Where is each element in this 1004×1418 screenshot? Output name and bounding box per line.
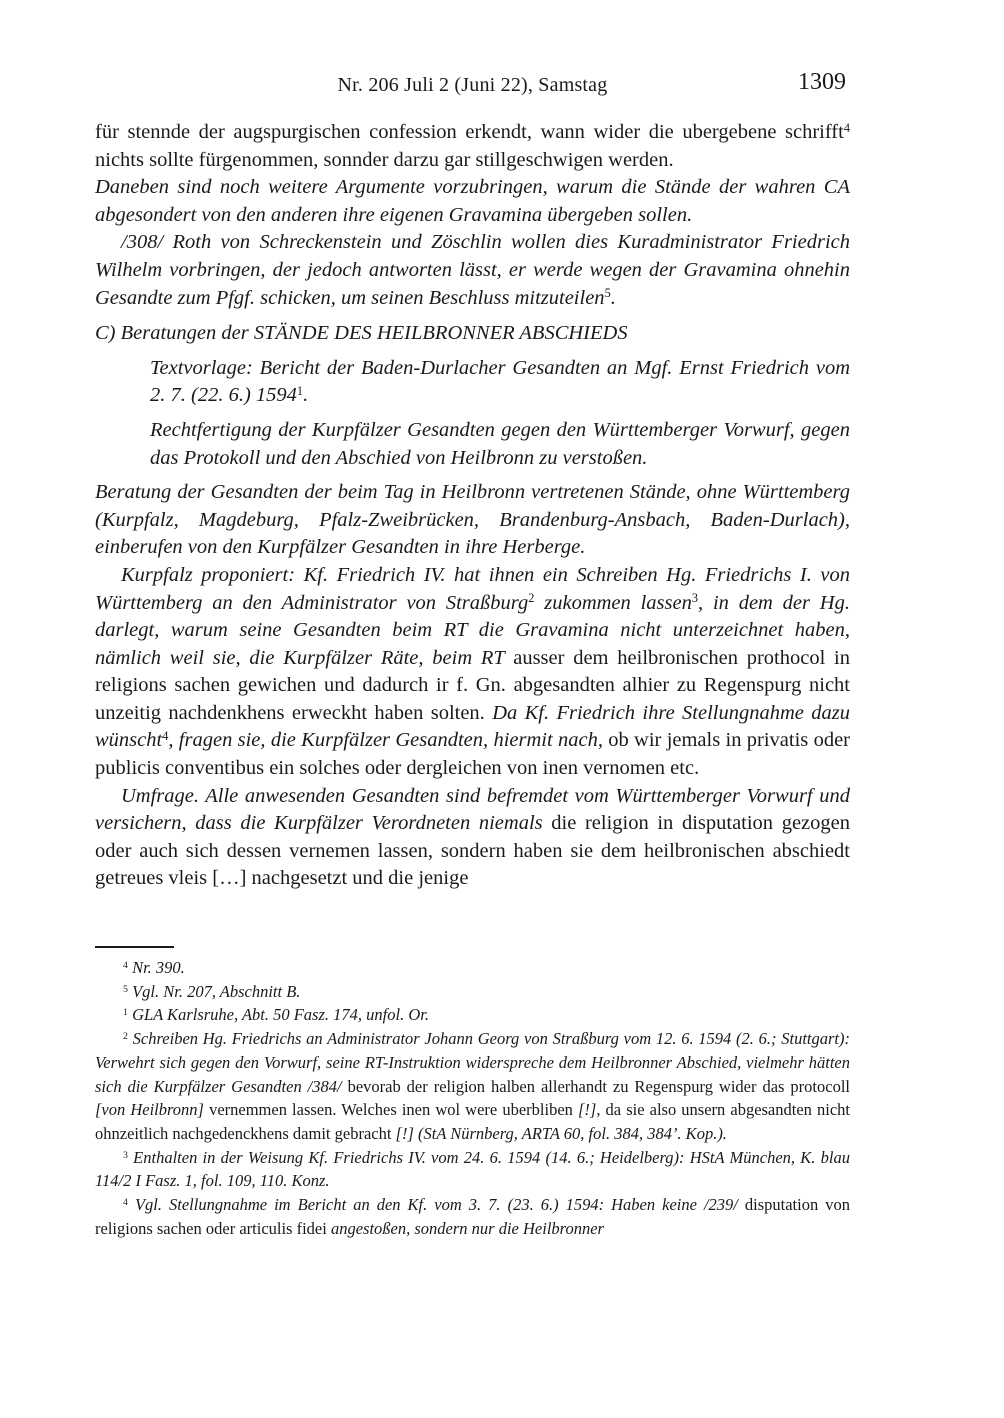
footnote-item: $^1$ GLA Karlsruhe, Abt. 50 Fasz. 174, unfol. Or. <box>123 1005 429 1025</box>
footnote-item: $^4$ Nr. 390. <box>123 958 185 977</box>
paragraph-beratung: Beratung der Gesandten der beim Tag in Heilbronn vertretenen Stände, ohne Württemberg (Kurpfalz, Magdeburg, Pfalz-Zweibrücken, Brandenburg-Ansbach, Baden-Durlach), einberufen von den Kurpfälzer Gesandten in ihre Herberge. <box>95 481 850 559</box>
paragraph-kurpfalz-proponiert: Kurpfalz proponiert: Kf. Friedrich IV. hat ihnen ein Schreiben Hg. Friedrichs I. von Württemberg an den Administrator von Straßburg$^2$ zukommen lassen$^3$, in dem der Hg. darlegt, warum seine Gesandten beim RT die Gravamina nicht unterzeichnet haben, nämlich weil sie, die Kurpfälzer Räte, beim RT ausser dem heilbronischen prothocol in religions sachen gewichen und dadurch ir f. Gn. abgesandten alhier zu Regenspurg nicht unzeitig nachdenkhens erweckht haben solten. Da Kf. Friedrich ihre Stellungnahme dazu wünscht$^4$, fragen sie, die Kurpfälzer Gesandten, hiermit nach, ob wir jemals in privatis oder publicis conventibus ein solches oder dergleichen von inen vernomen etc. <box>95 563 851 780</box>
paragraph-summary-arguments: Daneben sind noch weitere Argumente vorzubringen, warum die Stände der wahren CA abgesondert von den anderen ihre eigenen Gravamina übergeben sollen. <box>95 176 850 226</box>
rechtfertigung-block: Rechtfertigung der Kurpfälzer Gesandten gegen den Württemberger Vorwurf, gegen das Protokoll und den Abschied von Heilbronn zu verstoßen. <box>150 418 850 469</box>
footnote-separator <box>95 946 174 948</box>
paragraph-umfrage: Umfrage. Alle anwesenden Gesandten sind befremdet vom Württemberger Vorwurf und versichern, dass die Kurpfälzer Verordneten niemals die religion in disputation gezogen oder auch sich dessen vernemen lassen, sondern haben sie dem heilbronischen abschiedt getreues vleis […] nachgesetzt und die jenige <box>95 784 850 890</box>
page-header <box>95 69 850 104</box>
footnote-item: $^3$ Enthalten in der Weisung Kf. Friedrichs IV. vom 24. 6. 1594 (14. 6.; Heidelberg): HStA München, K. blau 114/2 I Fasz. 1, fol. 109, 110. Konz. <box>95 1147 850 1191</box>
paragraph-roth-zoschlin: /308/ Roth von Schreckenstein und Zöschlin wollen dies Kuradministrator Friedrich Wilhelm vorbringen, der jedoch antworten lässt, er werde wegen der Gravamina ohnehin Gesandte zum Pfgf. schicken, um seinen Beschluss mitzuteilen$^5$. <box>95 231 850 309</box>
running-head: Nr. 206 Juli 2 (Juni 22), Samstag <box>337 74 608 96</box>
page-number: 1309 <box>798 69 846 95</box>
paragraph-continuation: für stennde der augspurgischen confession erkendt, wann wider die ubergebene schrifft$^4$ nichts sollte fürgenommen, sonnder darzu gar stillgeschwigen werden. <box>95 120 850 171</box>
footnote-item: $^5$ Vgl. Nr. 207, Abschnitt B. <box>123 981 301 1001</box>
textvorlage-block: Textvorlage: Bericht der Baden-Durlacher Gesandten an Mgf. Ernst Friedrich vom 2. 7. (22. 6.) 1594$^1$. <box>150 356 850 407</box>
page-body <box>95 119 850 893</box>
footnote-item: $^4$ Vgl. Stellungnahme im Bericht an den Kf. vom 3. 7. (23. 6.) 1594: Haben keine /239/ disputation von religions sachen oder articulis fidei angestoßen, sondern nur die Heilbronner <box>95 1195 850 1238</box>
footnote-item: $^2$ Schreiben Hg. Friedrichs an Administrator Johann Georg von Straßburg vom 12. 6. 1594 (2. 6.; Stuttgart): Verwehrt sich gegen den Vorwurf, seine RT-Instruktion widerspreche dem Heilbronner Abschied, vielmehr hätten sich die Kurpfälzer Gesandten /384/ bevorab der religion halben allerhandt zu Regenspurg wider das protocoll [von Heilbronn] vernemmen lassen. Welches inen wol were uberbliben [!], da sie also unsern abgesandten nicht ohnzeitlich nachgedenckhens damit gebracht [!] (StA Nürnberg, ARTA 60, fol. 384, 384’. Kop.). <box>95 1029 850 1143</box>
section-heading: C) Beratungen der STÄNDE DES HEILBRONNER ABSCHIEDS <box>95 322 628 345</box>
footnotes-section <box>95 946 850 1240</box>
